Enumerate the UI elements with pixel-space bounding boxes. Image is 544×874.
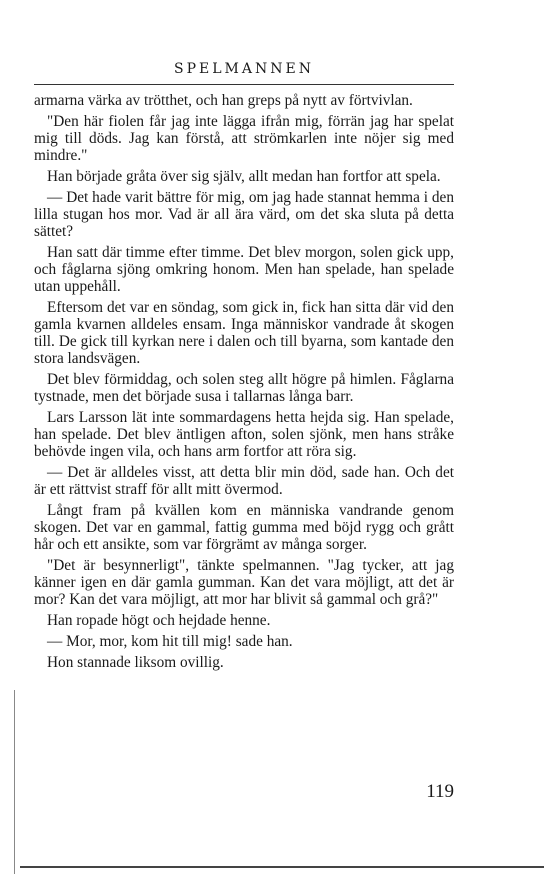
- header-rule: [34, 84, 454, 85]
- running-header: SPELMANNEN: [174, 61, 314, 77]
- paragraph: Han började gråta över sig själv, allt medan han fortfor att spela.: [47, 168, 441, 185]
- page-number: 119: [426, 781, 454, 802]
- paragraph: — Det är alldeles visst, att detta blir min död, sade han. Och det är ett rättvist straff för allt mitt övermod.: [34, 464, 454, 498]
- page-body: [34, 92, 454, 675]
- paragraph: Han ropade högt och hejdade henne.: [47, 612, 271, 629]
- paragraph: Det blev förmiddag, och solen steg allt högre på himlen. Fåglarna tystnade, men det började susa i tallarnas långa barr.: [34, 371, 454, 405]
- paragraph: Långt fram på kvällen kom en människa vandrande genom skogen. Det var en gammal, fattig gumma med böjd rygg och grått hår och ett ansikte, som var förgrämt av många sorger.: [34, 502, 454, 553]
- paragraph: Eftersom det var en söndag, som gick in, fick han sitta där vid den gamla kvarnen alldeles ensam. Inga människor vandrade åt skogen till. De gick till kyrkan nere i dalen och till byarna, som kantade den stora landsvägen.: [34, 299, 454, 367]
- paragraph: Hon stannade liksom ovillig.: [47, 654, 224, 671]
- paragraph: "Den här fiolen får jag inte lägga ifrån mig, förrän jag har spelat mig till döds. Jag kan förstå, att strömkarlen inte nöjer sig med mindre.": [34, 113, 454, 164]
- paragraph: "Det är besynnerligt", tänkte spelmannen. "Jag tycker, att jag känner igen en där gamla gumman. Kan det vara möjligt, att det är mor? Kan det vara möjligt, att mor har blivit så gammal och grå?": [34, 557, 454, 608]
- paragraph: Han satt där timme efter timme. Det blev morgon, solen gick upp, och fåglarna sjöng omkring honom. Men han spelade, han spelade utan uppehåll.: [34, 244, 454, 295]
- page-bottom-edge: [20, 866, 544, 868]
- paragraph: armarna värka av trötthet, och han greps på nytt av förtvivlan.: [34, 92, 413, 109]
- paragraph: — Det hade varit bättre för mig, om jag hade stannat hemma i den lilla stugan hos mor. Vad är all ära värd, om det ska sluta på detta sättet?: [34, 189, 454, 240]
- paragraph: Lars Larsson lät inte sommardagens hetta hejda sig. Han spelade, han spelade. Det blev äntligen afton, solen sjönk, men hans stråke behövde ingen vila, och hans arm fortfor att röra sig.: [34, 409, 454, 460]
- paragraph: — Mor, mor, kom hit till mig! sade han.: [47, 633, 293, 650]
- page-edge-line: [14, 690, 15, 874]
